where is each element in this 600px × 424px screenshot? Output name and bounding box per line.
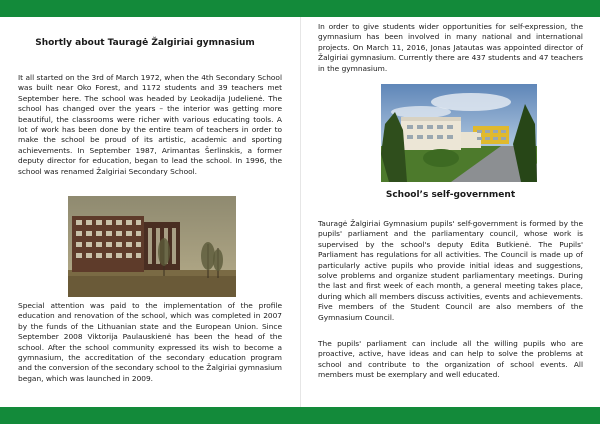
gymnasium-building-photo <box>381 84 537 182</box>
self-government-paragraph-2: The pupils' parliament can include all the willing pupils who are proactive, active, have ideas and can help to solve the problems at school and contribute to the organization of school events. All members must be exemplary and well educated. <box>318 339 583 380</box>
history-heading: Shortly about Tauragė Žalgiriai gymnasium <box>35 38 255 48</box>
history-paragraph-1: It all started on the 3rd of March 1972, when the 4th Secondary School was built near Oko Forest, and 1172 students and 39 teachers met September here. The school was headed by Leokadija Judelienė. The school has changed over the years – the interior was getting more beautiful, the classrooms were richer with various educating tools. A lot of work has been done by the entire team of teachers in order to make the school be proud of its artistic, academic and sporting achievements. In September 1987, Arimantas Šerlinskis, a former deputy director for education, began to lead the school. In 1996, the school was renamed Žalgiriai Secondary School. <box>18 73 282 176</box>
old-school-building-photo <box>68 196 236 297</box>
self-government-paragraph-1: Tauragė Žalgiriai Gymnasium pupils' self-government is formed by the pupils' parliament and the parliamentary council, whose work is supervised by the school's deputy Edita Butkienė. The Pupils' Parliament has regulations for all activities. The Council is made up of particularly active pupils who provide initial ideas and suggestions, solve problems and organize student parliamentary meetings. During the last and first week of each month, a general meeting takes place, during which all members discuss activities, events and achievements. Five members of the Student Council are also members of the Gymnasium Council. <box>318 219 583 322</box>
page-fold-divider <box>300 17 301 407</box>
projects-paragraph: In order to give students wider opportunities for self-expression, the gymnasium has been involved in many national and international projects. On March 11, 2016, Jonas Jatautas was appointed director of Žalgiriai gymnasium. Currently there are 437 students and 47 teachers in the gymnasium. <box>318 22 583 73</box>
history-paragraph-2: Special attention was paid to the implementation of the profile education and renovation of the school, which was completed in 2007 by the funds of the Lithuanian state and the European Union. Since September 2008 Viktorija Paulauskienė has been the head of the school. After the school community expressed its wish to become a gymnasium, the accreditation of the secondary education program and the conversion of the secondary school to the Žalgiriai gymnasium began, which was launched in 2009. <box>18 301 282 383</box>
bottom-green-bar <box>0 407 600 424</box>
self-government-heading: School’s self-government <box>385 190 516 200</box>
top-green-bar <box>0 0 600 17</box>
